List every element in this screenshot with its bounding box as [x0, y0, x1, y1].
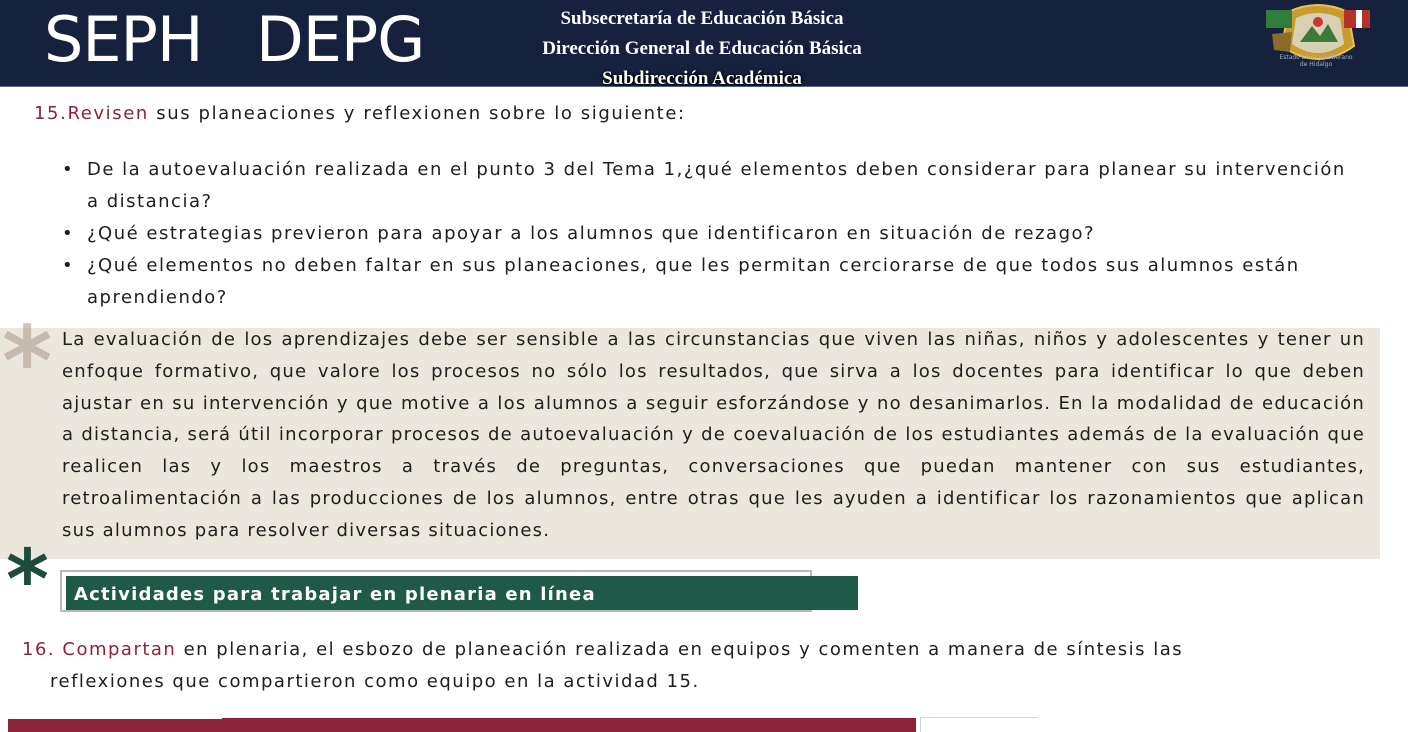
footer-divider — [920, 717, 1038, 718]
question-15-number: 15. — [34, 103, 68, 124]
bullet-item — [62, 218, 1362, 250]
brand-seph: SEPH — [44, 3, 203, 76]
header-line-direccion: Dirección General de Educación Básica — [542, 38, 862, 59]
bullet-item — [62, 250, 1362, 314]
header-bar — [0, 0, 1408, 87]
question-15-text: sus planeaciones y reflexionen sobre lo siguiente: — [148, 103, 686, 124]
bullet-icon: • — [62, 223, 75, 244]
emblem-caption-line1: Estado Libre y Soberano — [1279, 54, 1353, 61]
header-institution-lines — [500, 4, 904, 94]
bullet-text: De la autoevaluación realizada en el punto 3 del Tema 1,¿qué elementos deben considerar para planear su intervención a distancia? — [87, 159, 1346, 212]
asterisk-icon: * — [6, 533, 49, 628]
question-16 — [22, 634, 1378, 697]
emblem-caption — [1236, 54, 1396, 68]
question-15 — [34, 101, 686, 127]
question-16-text-line2: reflexiones que compartieron como equipo en la actividad 15. — [50, 670, 700, 692]
activities-banner-title: Actividades para trabajar en plenaria en línea — [66, 576, 858, 610]
question-16-verb: Compartan — [62, 639, 177, 660]
footer-divider-tick — [920, 717, 921, 732]
bullet-icon: • — [62, 255, 75, 276]
emblem-caption-line2: de Hidalgo — [1299, 61, 1333, 68]
hidalgo-coat-of-arms-icon — [1258, 2, 1378, 82]
bullet-text: ¿Qué estrategias previeron para apoyar a los alumnos que identificaron en situación de rezago? — [87, 223, 1096, 244]
footer-bar — [8, 718, 916, 732]
brand-depg: DEPG — [256, 3, 425, 76]
bullet-item — [62, 154, 1362, 218]
bullet-icon: • — [62, 159, 75, 180]
question-16-number: 16. — [22, 639, 56, 660]
bullet-text: ¿Qué elementos no deben faltar en sus planeaciones, que les permitan cerciorarse de que todos sus alumnos están aprendiendo? — [87, 255, 1300, 308]
footer-notch — [8, 718, 222, 719]
evaluation-info-text: La evaluación de los aprendizajes debe ser sensible a las circunstancias que viven las niñas, niños y adolescentes y tener un enfoque formativo, que valore los procesos no sólo los resultados, que sirva a los docentes para identificar lo que deben ajustar en su intervención y que motive a los alumnos a seguir esforzándose y no desanimarlos. En la modalidad de educación a distancia, será útil incorporar procesos de autoevaluación y de coevaluación de los estudiantes además de la evaluación que realicen las y los maestros a través de preguntas, conversaciones que puedan mantener con sus estudiantes, retroalimentación a las producciones de los alumnos, entre otras que les ayuden a identificar los razonamientos que aplican sus alumnos para resolver diversas situaciones. — [62, 329, 1365, 541]
question-16-text-line1: en plenaria, el esbozo de planeación realizada en equipos y comenten a manera de síntesis las — [176, 639, 1184, 660]
question-15-bullet-list — [62, 154, 1362, 314]
header-line-subdireccion: Subdirección Académica — [602, 68, 802, 89]
asterisk-icon: * — [2, 306, 53, 418]
header-line-subsecretaria: Subsecretaría de Educación Básica — [560, 8, 844, 29]
question-15-verb: Revisen — [67, 103, 149, 124]
